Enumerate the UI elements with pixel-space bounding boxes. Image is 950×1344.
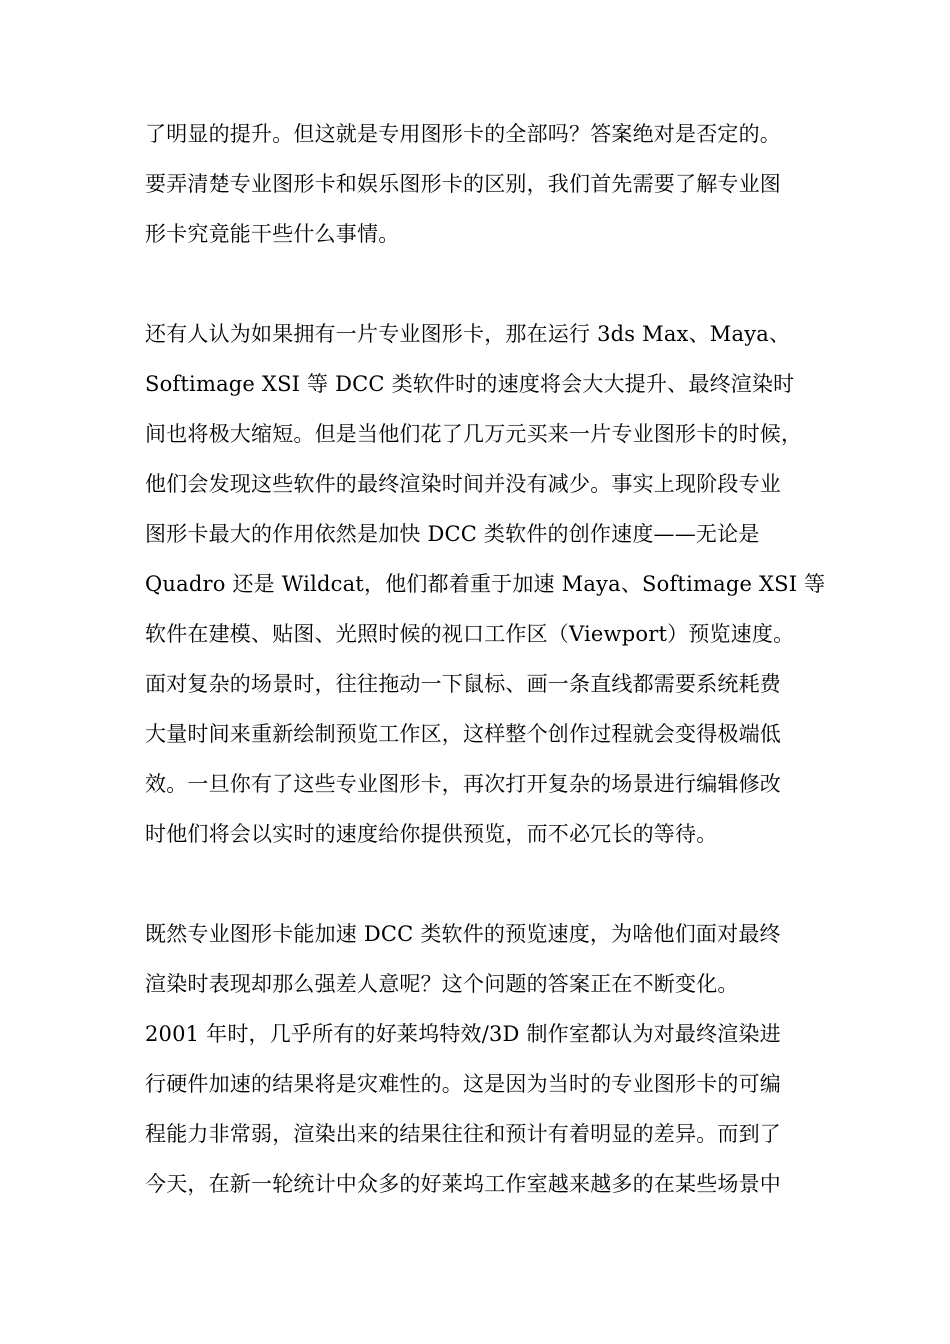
text-line: 间也将极大缩短。但是当他们花了几万元买来一片专业图形卡的时候， (145, 422, 803, 446)
text-line: 行硬件加速的结果将是灾难性的。这是因为当时的专业图形卡的可编 (145, 1072, 781, 1096)
text-line: 了明显的提升。但这就是专用图形卡的全部吗？答案绝对是否定的。 (145, 122, 781, 146)
text-line: 效。一旦你有了这些专业图形卡，再次打开复杂的场景进行编辑修改 (145, 772, 781, 796)
text-line: 既然专业图形卡能加速 DCC 类软件的预览速度，为啥他们面对最终 (145, 922, 781, 946)
text-line: 程能力非常弱，渲染出来的结果往往和预计有着明显的差异。而到了 (145, 1122, 781, 1146)
text-line: 形卡究竟能干些什么事情。 (145, 222, 400, 246)
text-line: Quadro 还是 Wildcat，他们都着重于加速 Maya、Softimage XSI 等 (145, 572, 826, 596)
paragraph-3 (145, 909, 810, 1209)
text-line: 今天，在新一轮统计中众多的好莱坞工作室越来越多的在某些场景中 (145, 1172, 781, 1196)
text-line: 他们会发现这些软件的最终渲染时间并没有减少。事实上现阶段专业 (145, 472, 781, 496)
text-line: 还有人认为如果拥有一片专业图形卡，那在运行 3ds Max、Maya、 (145, 322, 791, 346)
paragraph-1 (145, 109, 810, 259)
text-line: 渲染时表现却那么强差人意呢？这个问题的答案正在不断变化。 (145, 972, 739, 996)
text-line: 图形卡最大的作用依然是加快 DCC 类软件的创作速度——无论是 (145, 522, 760, 546)
text-line: 时他们将会以实时的速度给你提供预览，而不必冗长的等待。 (145, 822, 718, 846)
text-line: 软件在建模、贴图、光照时候的视口工作区（Viewport）预览速度。 (145, 622, 795, 646)
text-line: 面对复杂的场景时，往往拖动一下鼠标、画一条直线都需要系统耗费 (145, 672, 781, 696)
text-line: 大量时间来重新绘制预览工作区，这样整个创作过程就会变得极端低 (145, 722, 781, 746)
text-line: 要弄清楚专业图形卡和娱乐图形卡的区别，我们首先需要了解专业图 (145, 172, 781, 196)
text-line: Softimage XSI 等 DCC 类软件时的速度将会大大提升、最终渲染时 (145, 372, 795, 396)
text-line: 2001 年时，几乎所有的好莱坞特效/3D 制作室都认为对最终渲染进 (145, 1022, 781, 1046)
paragraph-2 (145, 309, 826, 859)
